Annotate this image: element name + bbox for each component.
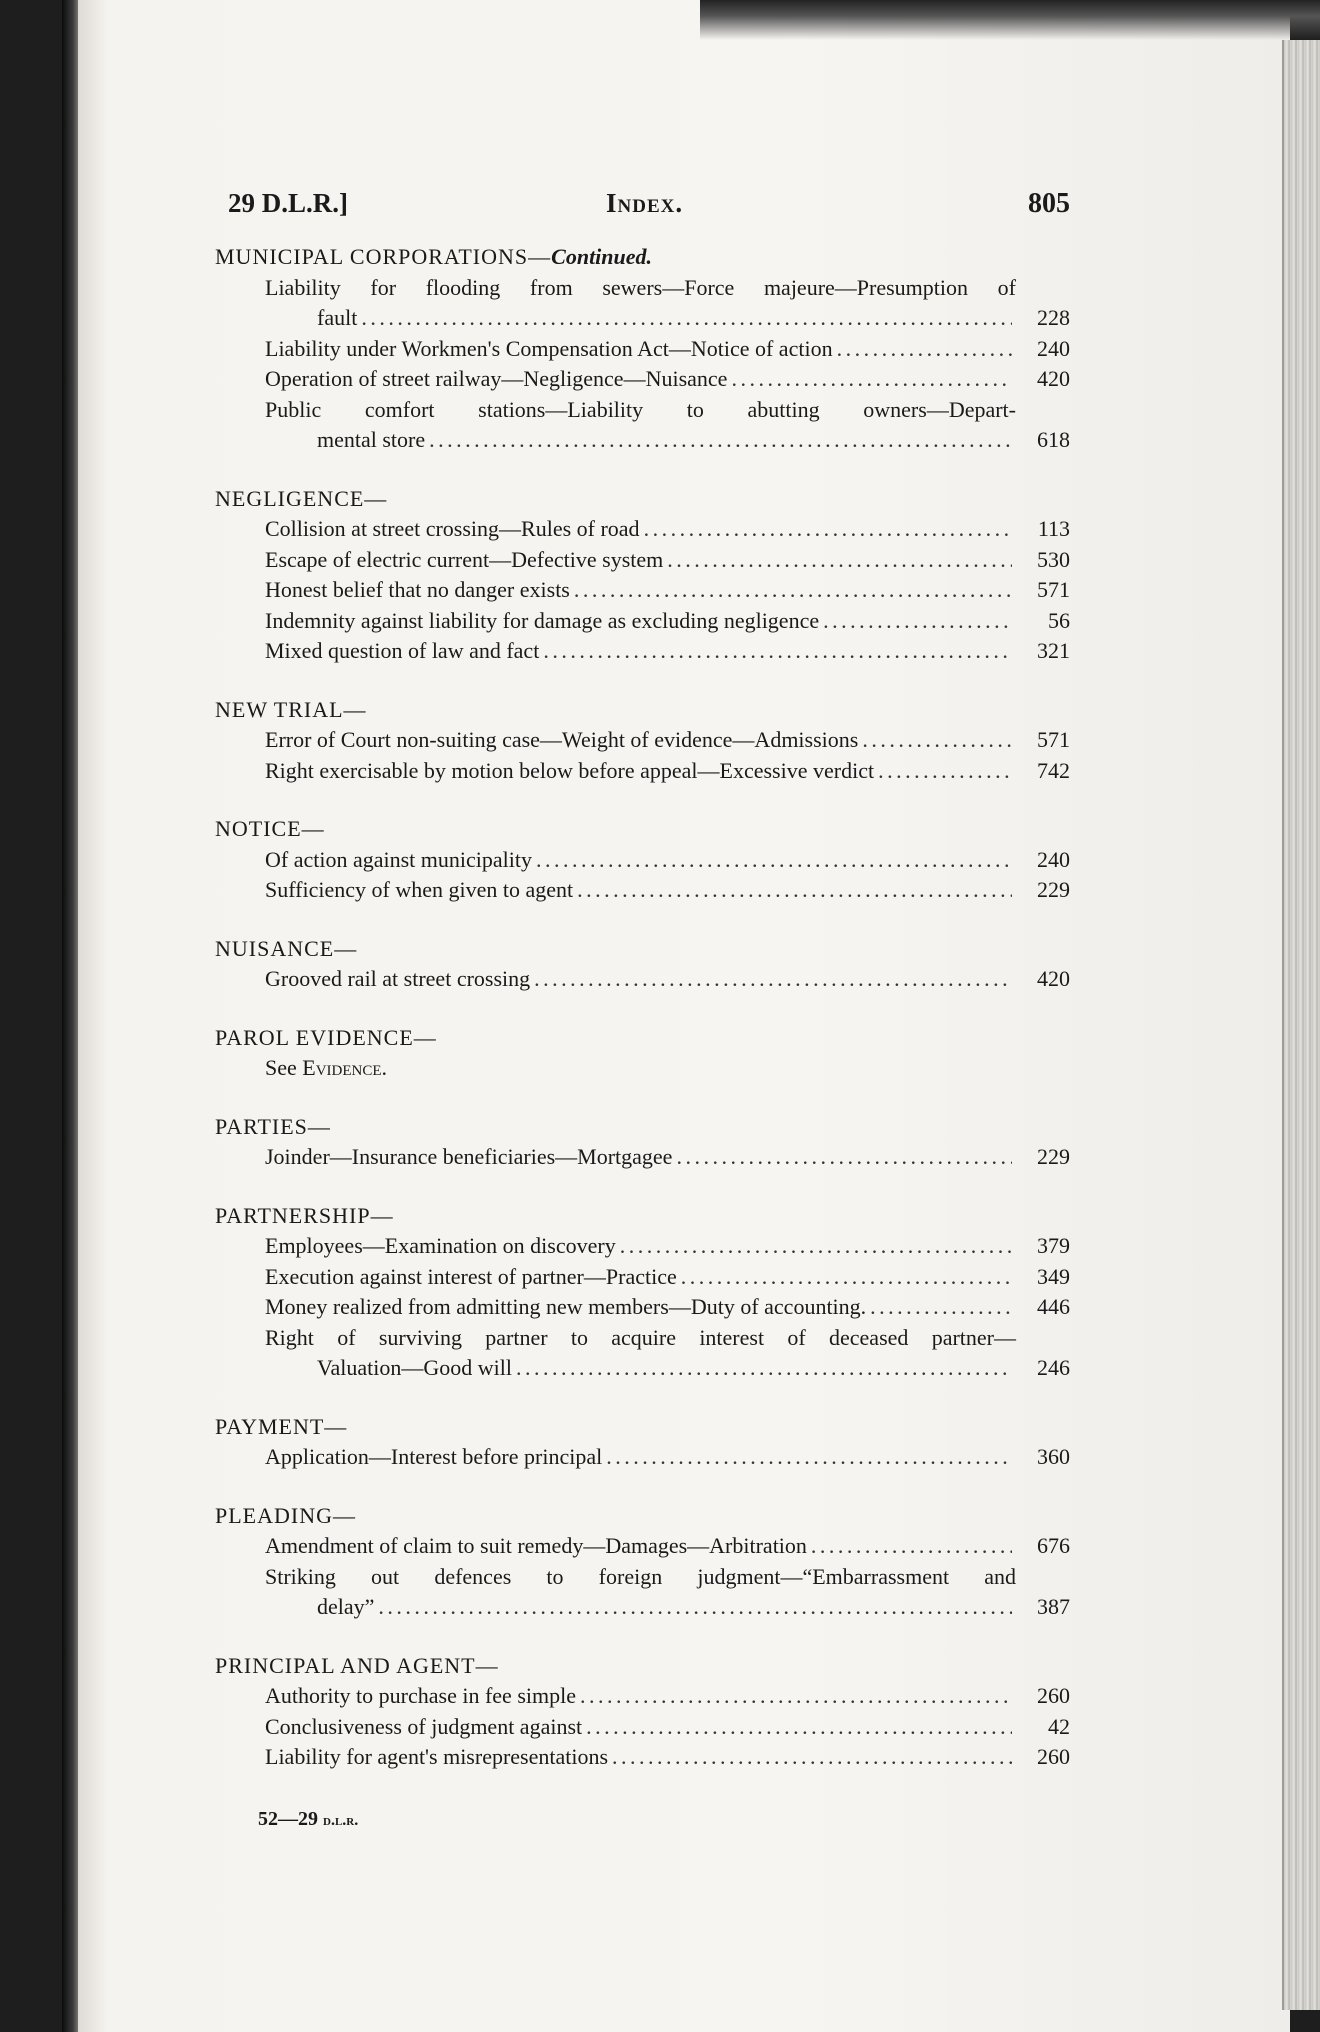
index-entry	[215, 875, 1070, 906]
section-heading-text: NOTICE—	[215, 816, 325, 841]
entry-page-number: 360	[1037, 1444, 1070, 1469]
section-heading-text: PRINCIPAL AND AGENT—	[215, 1652, 499, 1678]
entry-text: Right of surviving partner to acquire interest of deceased partner—	[265, 1324, 1016, 1350]
entry-page-number: 742	[1037, 757, 1070, 783]
entry-text: Conclusiveness of judgment against	[265, 1713, 583, 1739]
index-section	[215, 1412, 1070, 1473]
dot-leader	[667, 545, 1012, 576]
entry-page-number: 387	[1037, 1594, 1070, 1619]
entry-page-number: 349	[1037, 1263, 1070, 1289]
entry-text: Right exercisable by motion below before appeal—Excessive verdict	[265, 757, 875, 783]
entry-text: Sufficiency of when given to agent	[265, 877, 574, 902]
entry-page-number: 228	[1037, 305, 1070, 330]
dot-leader	[361, 303, 1012, 334]
entry-text: Authority to purchase in fee simple	[265, 1683, 576, 1708]
entry-text-continued: Valuation—Good will	[317, 1355, 512, 1380]
volume-label: 29 D.L.R.]	[228, 188, 348, 218]
entry-text: Error of Court non-suiting case—Weight of evidence—Admissions	[265, 727, 859, 752]
entry-page-number: 113	[1037, 516, 1070, 541]
section-heading-text: MUNICIPAL CORPORATIONS—	[215, 244, 552, 269]
footer-signature	[258, 1808, 358, 1831]
section-heading	[215, 1412, 1070, 1443]
index-entry	[215, 1142, 1070, 1173]
section-heading-text: PAROL EVIDENCE—	[215, 1024, 437, 1050]
entry-page-number: 260	[1037, 1744, 1070, 1769]
dot-leader	[429, 425, 1012, 456]
index-section	[215, 484, 1070, 667]
entry-page-number: 229	[1037, 1144, 1070, 1169]
see-reference	[215, 1053, 1070, 1084]
index-entry	[215, 756, 1070, 787]
entry-text-continued: mental store	[317, 427, 426, 452]
entry-page-number: 240	[1037, 846, 1070, 872]
index-section	[215, 814, 1070, 906]
entry-text: Amendment of claim to suit remedy—Damages—Arbitration	[265, 1533, 807, 1558]
dot-leader	[536, 845, 1012, 876]
entry-page-number: 420	[1037, 366, 1070, 391]
page-edges	[1282, 40, 1320, 2010]
entry-text: Execution against interest of partner—Practice	[265, 1263, 677, 1289]
section-heading-text: NUISANCE—	[215, 935, 358, 961]
dot-leader	[644, 514, 1012, 545]
dot-leader	[378, 1592, 1012, 1623]
dot-leader	[878, 756, 1012, 787]
index-entry	[215, 606, 1070, 637]
running-header	[228, 188, 1070, 224]
dot-leader	[837, 334, 1012, 365]
index-entry	[215, 725, 1070, 756]
section-heading-text: PAYMENT—	[215, 1413, 348, 1439]
entry-page-number: 618	[1037, 427, 1070, 452]
entry-text: Collision at street crossing—Rules of road	[265, 516, 640, 541]
entry-page-number: 56	[1048, 607, 1070, 633]
signature-number: 52—29	[258, 1808, 318, 1830]
index-entry	[215, 636, 1070, 667]
index-entry	[215, 1681, 1070, 1712]
see-prefix: See	[265, 1055, 297, 1080]
signature-suffix: d.l.r.	[323, 1812, 359, 1829]
section-heading	[215, 1501, 1070, 1532]
index-entry	[215, 1742, 1070, 1773]
index-section	[215, 1501, 1070, 1623]
entry-text: Liability for agent's misrepresentations	[265, 1744, 609, 1769]
section-heading-text: NEW TRIAL—	[215, 696, 367, 722]
dot-leader	[731, 364, 1012, 395]
index-section	[215, 1201, 1070, 1384]
entry-text: Escape of electric current—Defective system	[265, 546, 664, 572]
index-section	[215, 934, 1070, 995]
index-section	[215, 1651, 1070, 1773]
index-entry	[215, 1262, 1070, 1293]
entry-page-number: 321	[1037, 638, 1070, 663]
entry-text: Liability for flooding from sewers—Force majeure—Presumption of	[265, 274, 1016, 300]
entry-page-number: 676	[1037, 1533, 1070, 1558]
entry-page-number: 260	[1037, 1683, 1070, 1708]
index-entry	[215, 845, 1070, 876]
entry-text: Mixed question of law and fact	[265, 638, 540, 663]
section-heading	[215, 814, 1070, 845]
index-section	[215, 695, 1070, 787]
entry-text-continued: fault	[317, 305, 358, 330]
dot-leader	[577, 875, 1012, 906]
dot-leader	[586, 1712, 1012, 1743]
header-title: Index.	[606, 188, 684, 218]
index-entry	[215, 273, 1070, 334]
entry-page-number: 42	[1048, 1713, 1070, 1739]
index-entry	[215, 1292, 1070, 1323]
dot-leader	[516, 1353, 1012, 1384]
section-heading-text: PARTNERSHIP—	[215, 1202, 394, 1228]
index-entry	[215, 514, 1070, 545]
index-section	[215, 1112, 1070, 1173]
dot-leader	[543, 636, 1012, 667]
entry-page-number: 379	[1037, 1233, 1070, 1258]
entry-text: Joinder—Insurance beneficiaries—Mortgagee	[265, 1144, 673, 1169]
section-heading-text: NEGLIGENCE—	[215, 485, 388, 511]
index-section	[215, 1023, 1070, 1084]
dot-leader	[862, 725, 1012, 756]
index-section	[215, 242, 1070, 456]
entry-page-number: 446	[1037, 1294, 1070, 1319]
section-heading	[215, 1112, 1070, 1143]
index-entry	[215, 575, 1070, 606]
entry-text: Application—Interest before principal	[265, 1444, 603, 1469]
index-entry	[215, 1531, 1070, 1562]
dot-leader	[580, 1681, 1012, 1712]
entry-page-number: 530	[1037, 546, 1070, 572]
section-heading	[215, 1651, 1070, 1682]
dot-leader	[870, 1292, 1012, 1323]
section-heading	[215, 242, 1070, 273]
top-shadow	[700, 0, 1320, 40]
entry-text: Employees—Examination on discovery	[265, 1233, 616, 1258]
entry-text: Operation of street railway—Negligence—Nuisance	[265, 366, 728, 391]
entry-text-continued: delay”	[317, 1594, 375, 1619]
entry-text: Indemnity against liability for damage as excluding negligence	[265, 607, 820, 633]
see-target: Evidence.	[302, 1055, 388, 1080]
dot-leader	[612, 1742, 1012, 1773]
dot-leader	[606, 1442, 1012, 1473]
index-entry	[215, 1231, 1070, 1262]
entry-text: Of action against municipality	[265, 846, 532, 872]
dot-leader	[574, 575, 1012, 606]
dot-leader	[681, 1262, 1012, 1293]
dot-leader	[534, 964, 1012, 995]
entry-text: Honest belief that no danger exists	[265, 577, 570, 602]
entry-page-number: 246	[1037, 1355, 1070, 1380]
dot-leader	[620, 1231, 1012, 1262]
section-heading-text: PLEADING—	[215, 1502, 356, 1528]
entry-page-number: 420	[1037, 966, 1070, 991]
entry-page-number: 229	[1037, 877, 1070, 902]
entry-page-number: 571	[1037, 577, 1070, 602]
section-heading	[215, 934, 1070, 965]
heading-continued: Continued.	[551, 244, 653, 269]
index-entry	[215, 1442, 1070, 1473]
section-heading	[215, 484, 1070, 515]
entry-page-number: 571	[1037, 727, 1070, 752]
dot-leader	[676, 1142, 1012, 1173]
page-number: 805	[1028, 188, 1070, 219]
index-entry	[215, 1323, 1070, 1384]
entry-text: Money realized from admitting new members—Duty of accounting.	[265, 1294, 867, 1319]
section-heading	[215, 1201, 1070, 1232]
entry-text: Striking out defences to foreign judgment—“Embarrassment and	[265, 1563, 1016, 1589]
index-entry	[215, 334, 1070, 365]
index-entry	[215, 1562, 1070, 1623]
index-entry	[215, 545, 1070, 576]
index-entry	[215, 364, 1070, 395]
index-entry	[215, 395, 1070, 456]
entry-text: Liability under Workmen's Compensation Act—Notice of action	[265, 335, 833, 361]
entry-text: Public comfort stations—Liability to abutting owners—Depart-	[265, 396, 1016, 422]
section-heading	[215, 1023, 1070, 1054]
index-content	[215, 242, 1070, 1773]
dot-leader	[811, 1531, 1012, 1562]
section-heading-text: PARTIES—	[215, 1113, 331, 1139]
index-entry	[215, 964, 1070, 995]
dot-leader	[823, 606, 1012, 637]
index-entry	[215, 1712, 1070, 1743]
section-heading	[215, 695, 1070, 726]
entry-text: Grooved rail at street crossing	[265, 966, 531, 991]
entry-page-number: 240	[1037, 335, 1070, 361]
